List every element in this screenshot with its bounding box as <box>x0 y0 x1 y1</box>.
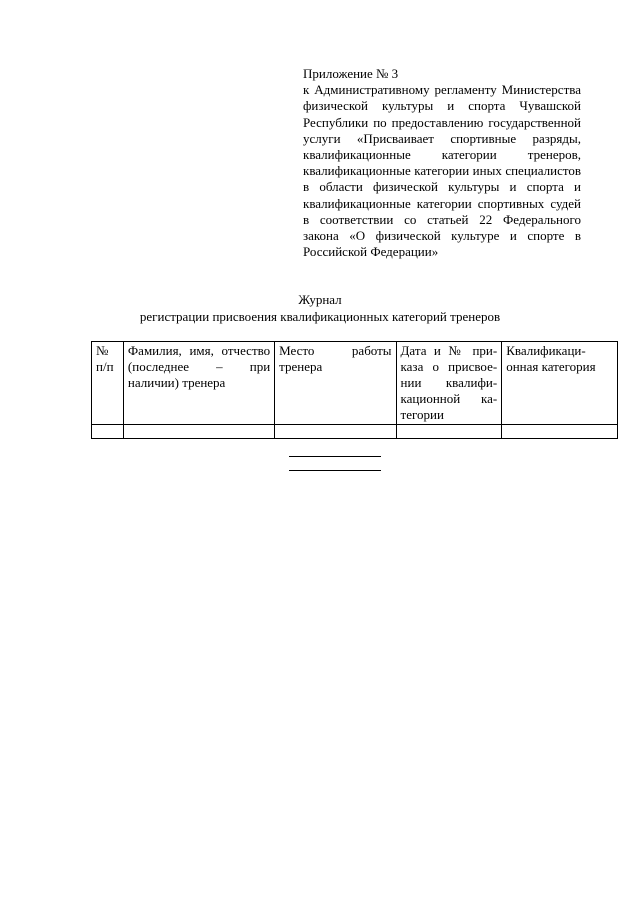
table-body <box>92 425 618 439</box>
empty-cell <box>123 425 274 439</box>
appendix-text: к Административному регламенту Министерства физической культуры и спорта Чувашской Республики по предоставлению государственной услуги «Присваивает спортивные разряды, квалификационные категории тренеров, квалификационные категории иных специалистов в области физической культуры и спорта и квалификационные категории спортивных судей в соответствии со статьей 22 Федерального закона «О физической культуре и спорте в Российской Федерации» <box>303 82 581 260</box>
table-header-row <box>92 342 618 425</box>
header-number: № п/п <box>92 342 124 425</box>
journal-title: Журнал <box>298 292 342 307</box>
separator-line <box>289 470 381 471</box>
header-order: Дата и № приказа о присвоении квалификационной категории <box>396 342 502 425</box>
header-category: Квалификационная категория <box>502 342 618 425</box>
empty-cell <box>396 425 502 439</box>
registry-table <box>91 341 618 439</box>
header-workplace: Место работы тренера <box>275 342 396 425</box>
empty-cell <box>92 425 124 439</box>
separator-line <box>289 456 381 457</box>
journal-subtitle: регистрации присвоения квалификационных категорий тренеров <box>139 309 501 324</box>
appendix-title: Приложение № 3 <box>303 66 399 81</box>
header-name: Фамилия, имя, отчество (последнее – при наличии) тренера <box>123 342 274 425</box>
empty-cell <box>502 425 618 439</box>
table-row <box>92 425 618 439</box>
empty-cell <box>275 425 396 439</box>
appendix-block <box>303 66 581 260</box>
table-header <box>92 342 618 425</box>
